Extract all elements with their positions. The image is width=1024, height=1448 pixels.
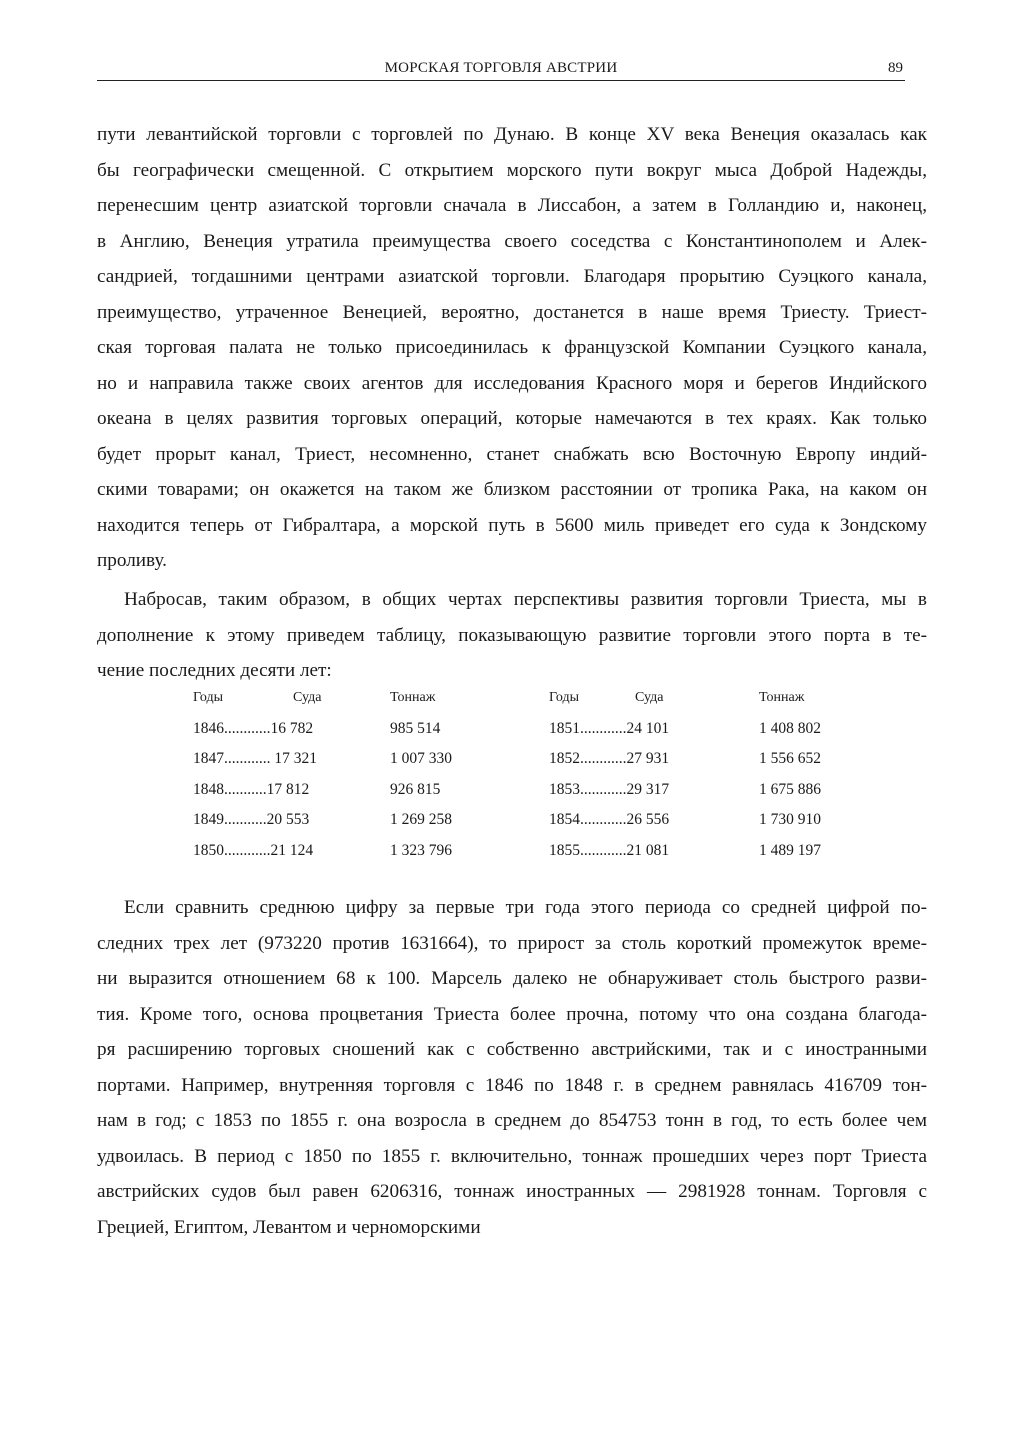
- text-line: Если сравнить среднюю цифру за первые три года этого периода со средней цифрой по-: [124, 897, 927, 918]
- text-line: находится теперь от Гибралтара, а морской путь в 5600 миль приведет его суда к Зондскому: [97, 514, 927, 536]
- table-cell: 1850............21 124: [193, 841, 314, 859]
- text-line: но и направила также своих агентов для исследования Красного моря и берегов Индийского: [97, 372, 927, 394]
- table-cell: 1 556 652: [759, 750, 821, 768]
- paragraph-3: [97, 890, 927, 1245]
- table-cell: 1 269 258: [390, 811, 452, 829]
- text-line: австрийских судов был равен 6206316, тоннаж иностранных — 2981928 тоннам. Торговля с: [97, 1181, 927, 1202]
- column-header: Суда: [293, 690, 322, 705]
- text-line: тия. Кроме того, основа процветания Триеста более прочна, потому что она создана благода-: [97, 1003, 927, 1025]
- text-line: Набросав, таким образом, в общих чертах перспективы развития торговли Триеста, мы в: [124, 589, 927, 610]
- text-line: пути левантийской торговли с торговлей по Дунаю. В конце XV века Венеция оказалась как: [97, 124, 927, 145]
- text-line: в Англию, Венеция утратила преимущества своего соседства с Константинополем и Алек-: [97, 230, 927, 252]
- text-line: портами. Например, внутренняя торговля с 1846 по 1848 г. в среднем равнялась 416709 тон-: [97, 1074, 927, 1096]
- table-cell: 926 815: [390, 780, 441, 798]
- column-header: Годы: [193, 690, 223, 705]
- table-cell: 1 007 330: [390, 750, 452, 768]
- paragraph-2: [97, 582, 927, 689]
- table-cell: 1852............27 931: [549, 750, 670, 768]
- table-cell: 1853............29 317: [549, 780, 670, 798]
- page-number: 89: [888, 60, 903, 76]
- text-line: нам в год; с 1853 по 1855 г. она возросла в среднем до 854753 тонн в год, то есть более чем: [97, 1110, 927, 1131]
- table-cell: 1846............16 782: [193, 720, 314, 737]
- text-line: сандрией, тогдашними центрами азиатской торговли. Благодаря прорытию Суэцкого канала,: [97, 266, 927, 287]
- table-cell: 1 408 802: [759, 720, 821, 737]
- text-line: бы географически смещенной. С открытием морского пути вокруг мыса Доброй Надежды,: [97, 159, 927, 181]
- text-line: проливу.: [97, 550, 167, 571]
- table-cell: 1847............ 17 321: [193, 750, 317, 768]
- text-line: ря расширению торговых сношений как с собственно австрийскими, так и с иностранными: [97, 1039, 927, 1060]
- column-header: Тоннаж: [759, 690, 805, 705]
- column-header: Годы: [549, 690, 579, 705]
- table-cell: 1 489 197: [759, 841, 821, 859]
- text-line: чение последних десяти лет:: [97, 660, 332, 681]
- text-line: ская торговая палата не только присоединилась к французской Компании Суэцкого канала,: [97, 337, 927, 358]
- running-title: МОРСКАЯ ТОРГОВЛЯ АВСТРИИ: [384, 60, 618, 76]
- text-line: удвоилась. В период с 1850 по 1855 г. включительно, тоннаж прошедших через порт Триеста: [97, 1145, 927, 1167]
- table-cell: 1 675 886: [759, 780, 821, 798]
- table-cell: 1849...........20 553: [193, 811, 310, 829]
- table-cell: 1854............26 556: [549, 811, 670, 829]
- table-cell: 1848...........17 812: [193, 780, 310, 798]
- table-cell: 1 323 796: [390, 841, 452, 859]
- text-line: перенесшим центр азиатской торговли сначала в Лиссабон, а затем в Голландию и, наконец,: [97, 195, 927, 216]
- text-line: преимущество, утраченное Венецией, вероятно, достанется в наше время Триесту. Триест-: [97, 301, 927, 323]
- running-header: [97, 58, 905, 81]
- table-cell: 1855............21 081: [549, 841, 670, 859]
- text-line: ни выразится отношением 68 к 100. Марсель далеко не обнаруживает столь быстрого разви-: [97, 968, 927, 989]
- text-line: дополнение к этому приведем таблицу, показывающую развитие торговли этого порта в те-: [97, 624, 927, 646]
- column-header: Суда: [635, 690, 664, 705]
- text-line: следних трех лет (973220 против 1631664), то прирост за столь короткий промежуток време-: [97, 932, 927, 954]
- text-line: будет прорыт канал, Триест, несомненно, станет снабжать всю Восточную Европу индий-: [97, 443, 927, 465]
- text-line: океана в целях развития торговых операций, которые намечаются в тех краях. Как только: [97, 408, 927, 429]
- text-line: Грецией, Египтом, Левантом и черноморскими: [97, 1216, 481, 1238]
- table-cell: 1851............24 101: [549, 720, 670, 737]
- text-line: скими товарами; он окажется на таком же близком расстоянии от тропика Рака, на каком он: [97, 479, 927, 500]
- paragraph-1: [97, 117, 927, 579]
- table-cell: 985 514: [390, 720, 441, 737]
- table-cell: 1 730 910: [759, 811, 821, 829]
- column-header: Тоннаж: [390, 690, 436, 705]
